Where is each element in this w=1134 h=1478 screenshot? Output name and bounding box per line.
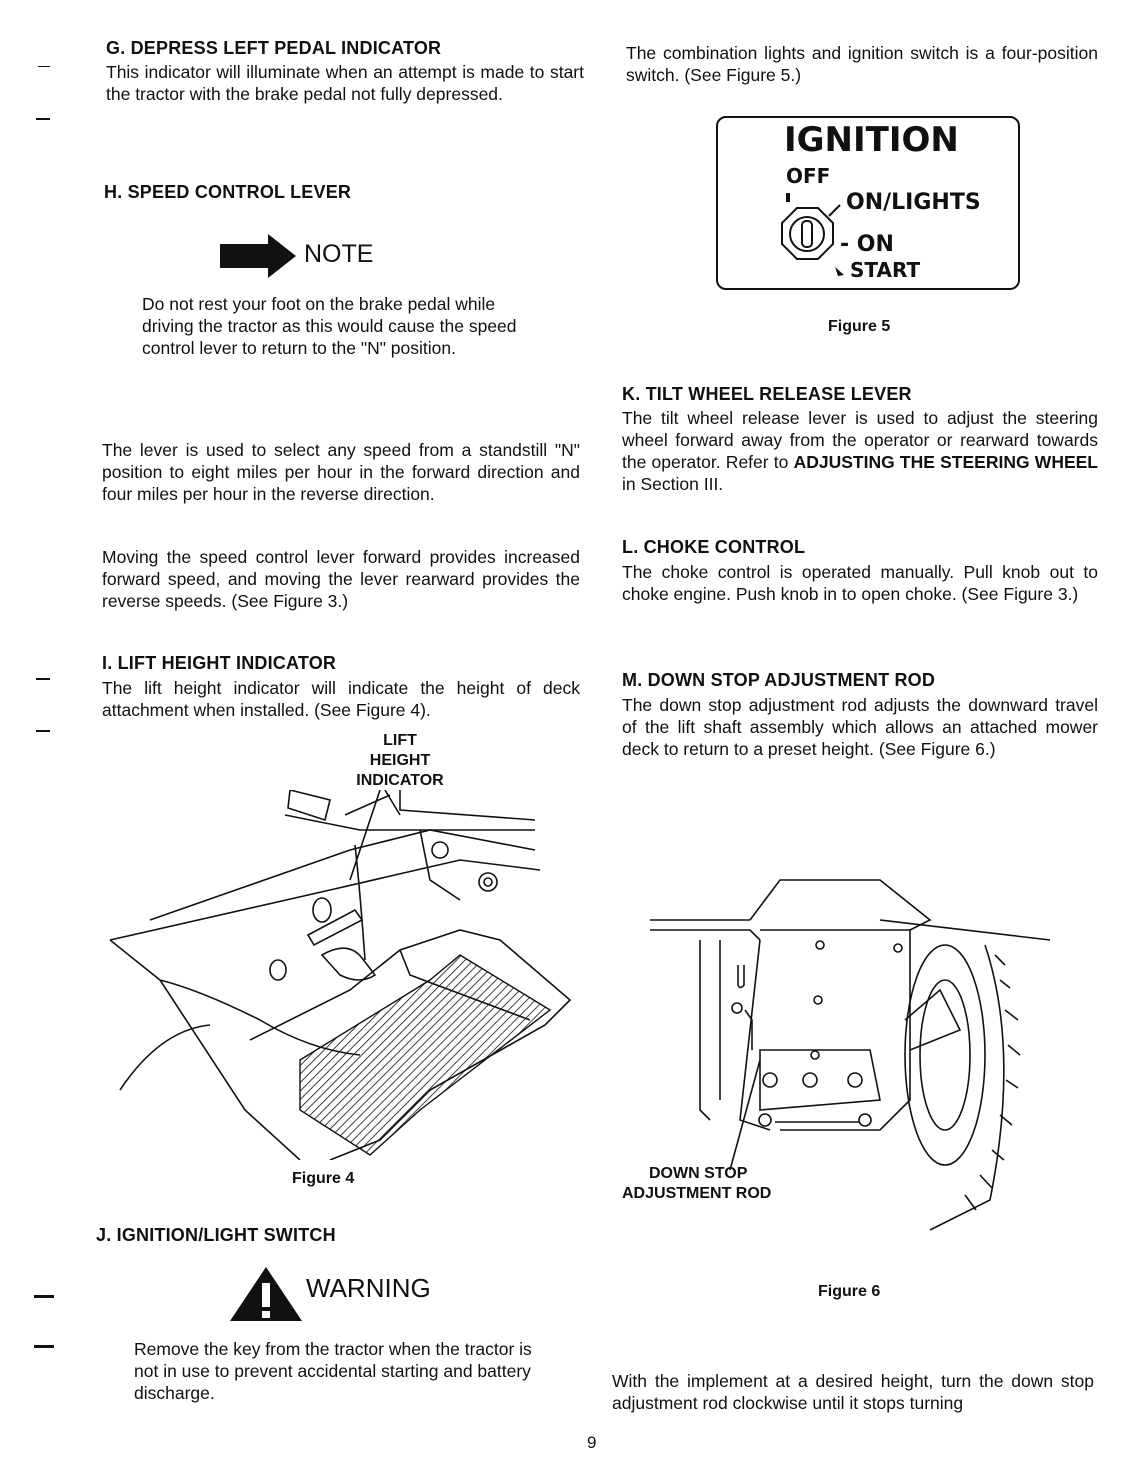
- section-i-body: The lift height indicator will indicate the height of deck attachment when installed. (See Figure 4).: [102, 678, 580, 720]
- down-stop-label-2: ADJUSTMENT ROD: [622, 1185, 772, 1202]
- ignition-title: IGNITION: [784, 120, 959, 160]
- ignition-on: - ON: [840, 232, 894, 257]
- margin-mark: [36, 678, 50, 680]
- section-k-ref: ADJUSTING THE STEERING WHEEL: [793, 452, 1098, 472]
- warning-label: WARNING: [306, 1273, 431, 1303]
- section-g-body: This indicator will illuminate when an attempt is made to start the tractor with the brake pedal not fully depressed.: [106, 62, 584, 104]
- section-l-body: The choke control is operated manually. Pull knob out to choke engine. Push knob in to open choke. (See Figure 3.): [622, 562, 1098, 604]
- section-g-heading: G. DEPRESS LEFT PEDAL INDICATOR: [106, 38, 442, 58]
- warning-text: Remove the key from the tractor when the tractor is not in use to prevent accidental starting and battery discharge.: [134, 1339, 532, 1403]
- section-h-para2: Moving the speed control lever forward provides increased forward speed, and moving the lever rearward provides the reverse speeds. (See Figure 3.): [102, 547, 580, 611]
- ignition-off: OFF: [786, 164, 831, 188]
- figure-4-illustration: [100, 790, 580, 1160]
- margin-mark: [34, 1295, 54, 1298]
- section-k-heading: K. TILT WHEEL RELEASE LEVER: [622, 384, 912, 404]
- lift-label-1: LIFT: [383, 732, 417, 749]
- margin-mark: [36, 730, 50, 732]
- page-number: 9: [587, 1433, 597, 1452]
- section-k-body: The tilt wheel release lever is used to adjust the steering wheel forward away from the operator or rearward towards the operator. Refer to ADJUSTING THE STEERING WHEEL in Section III.: [622, 408, 1098, 494]
- margin-mark: [38, 66, 50, 67]
- closing-text: With the implement at a desired height, turn the down stop adjustment rod clockwise until it stops turning: [612, 1371, 1094, 1413]
- ignition-on-lights: ON/LIGHTS: [846, 190, 981, 215]
- note-text: Do not rest your foot on the brake pedal while driving the tractor as this would cause the speed control lever to return to the "N" position.: [142, 294, 517, 358]
- figure-4-caption: Figure 4: [292, 1170, 355, 1187]
- down-stop-label-1: DOWN STOP: [649, 1165, 748, 1182]
- section-h-para1: The lever is used to select any speed from a standstill "N" position to eight miles per hour in the forward direction and four miles per hour in the reverse direction.: [102, 440, 580, 504]
- section-h-heading: H. SPEED CONTROL LEVER: [104, 182, 352, 202]
- warning-triangle-icon: [228, 1265, 304, 1323]
- lift-label-3: INDICATOR: [356, 772, 444, 789]
- section-j-heading: J. IGNITION/LIGHT SWITCH: [96, 1225, 336, 1245]
- section-l-heading: L. CHOKE CONTROL: [622, 537, 806, 557]
- intro-text: The combination lights and ignition switch is a four-position switch. (See Figure 5.): [626, 43, 1098, 85]
- margin-mark: [34, 1345, 54, 1348]
- note-label: NOTE: [304, 240, 374, 268]
- note-arrow-icon: [220, 234, 300, 278]
- section-m-body: The down stop adjustment rod adjusts the downward travel of the lift shaft assembly which allows an attached mower deck to return to a preset height. (See Figure 6.): [622, 695, 1098, 759]
- figure-5-caption: Figure 5: [828, 318, 891, 335]
- ignition-key-icon: [760, 190, 850, 280]
- ignition-start: START: [850, 258, 921, 282]
- figure-6-caption: Figure 6: [818, 1283, 881, 1300]
- section-i-heading: I. LIFT HEIGHT INDICATOR: [102, 653, 337, 673]
- section-m-heading: M. DOWN STOP ADJUSTMENT ROD: [622, 670, 936, 690]
- lift-label-2: HEIGHT: [369, 752, 431, 769]
- margin-mark: [36, 118, 50, 120]
